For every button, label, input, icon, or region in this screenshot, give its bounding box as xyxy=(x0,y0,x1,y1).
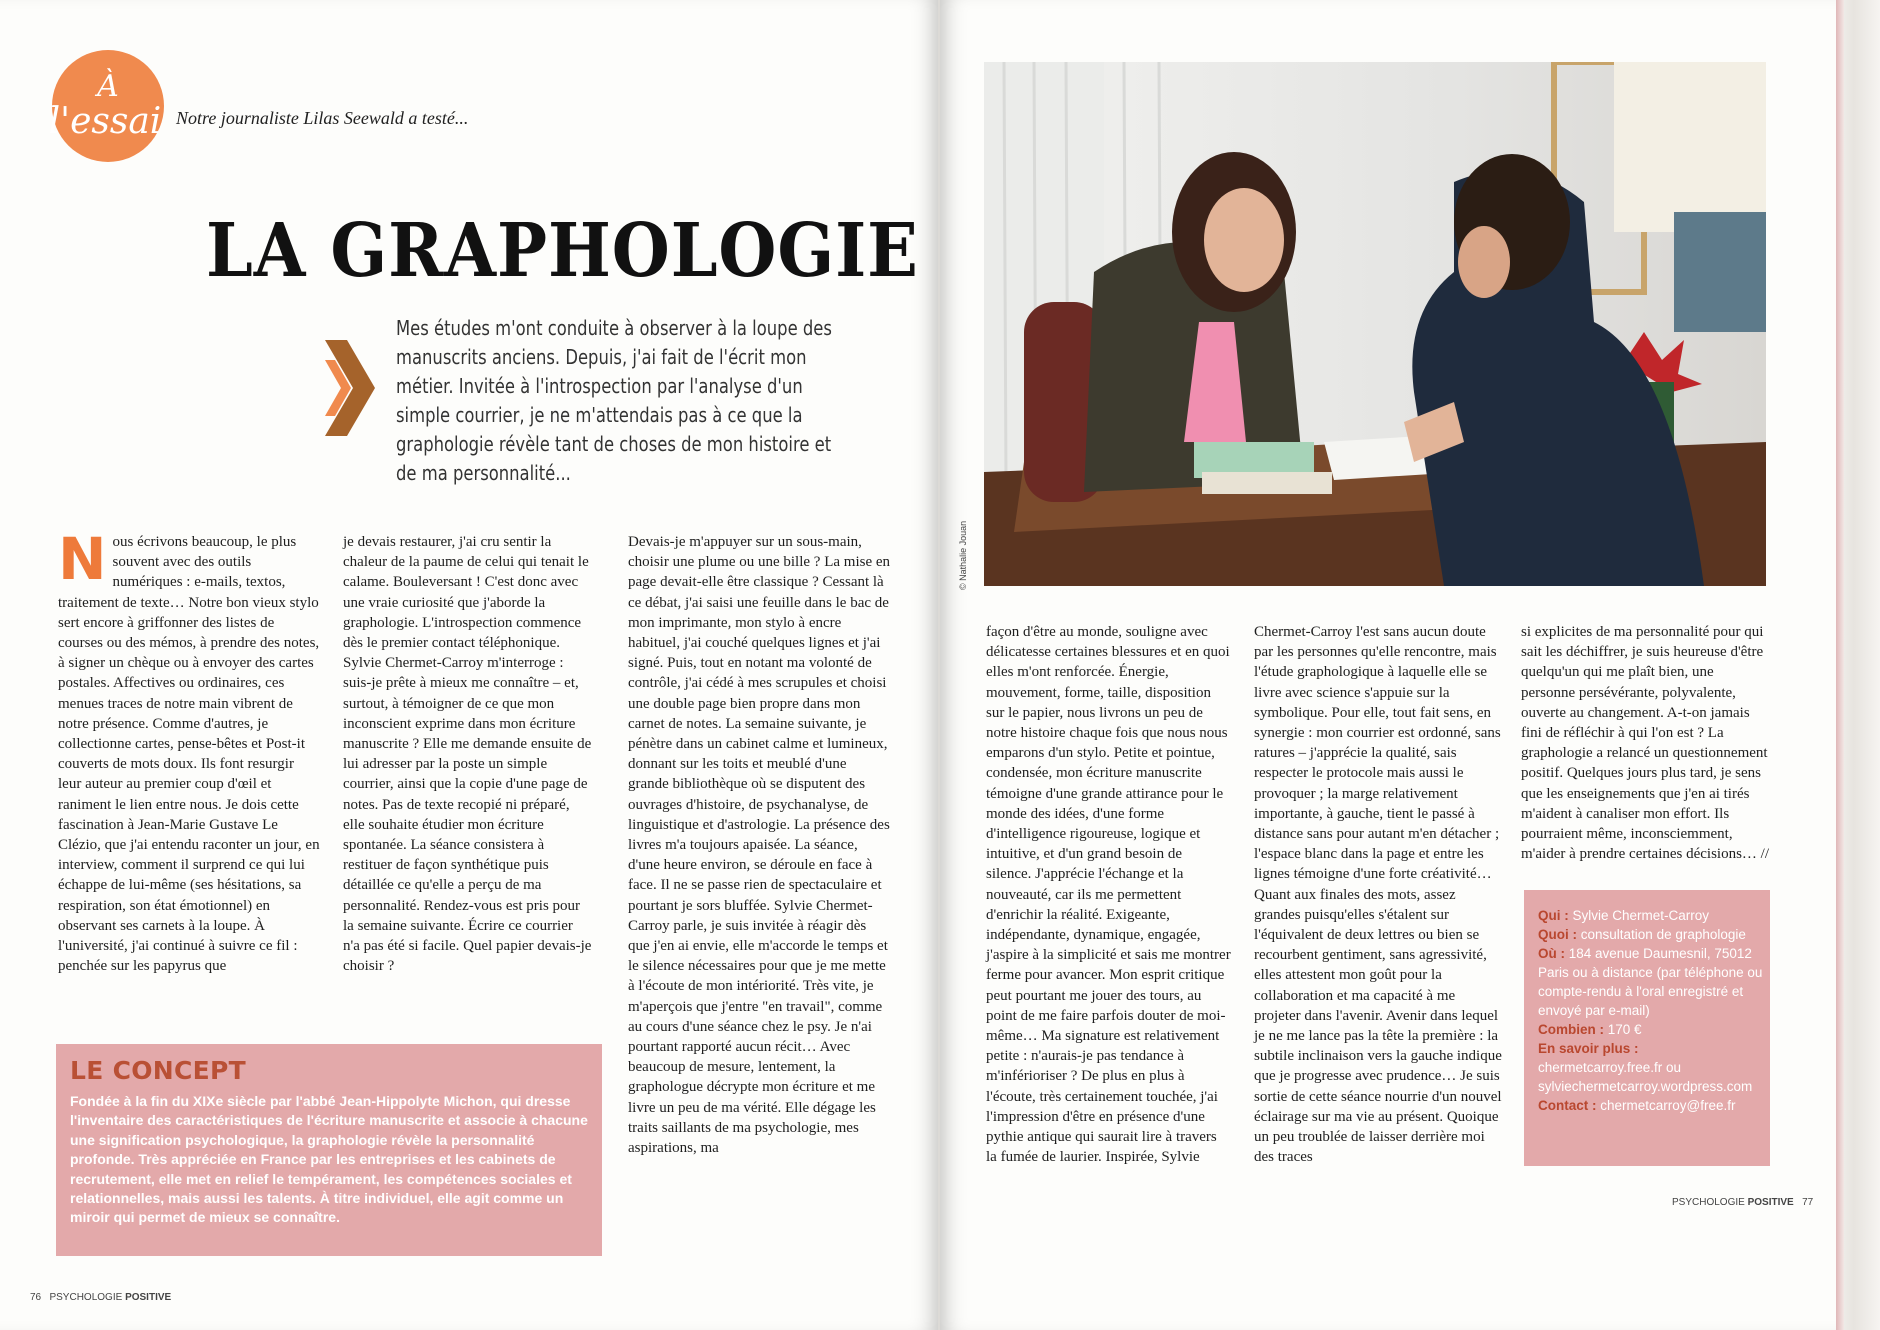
info-key: Combien : xyxy=(1538,1022,1604,1037)
byline: Notre journaliste Lilas Seewald a testé... xyxy=(176,108,469,128)
page-number-left: 76 xyxy=(30,1292,42,1303)
column-6 xyxy=(1521,622,1771,864)
magazine-name-left: PSYCHOLOGIE xyxy=(49,1292,123,1303)
info-value: 184 avenue Daumesnil, 75012 Paris ou à distance (par téléphone ou compte-rendu à l'oral enregistré et envoyé par e-mail) xyxy=(1538,946,1763,1018)
info-key: En savoir plus : xyxy=(1538,1041,1639,1056)
info-value: chermetcarroy.free.fr ou sylviechermetcarroy.wordpress.com xyxy=(1538,1060,1753,1094)
info-value: Sylvie Chermet-Carroy xyxy=(1572,908,1710,923)
concept-box xyxy=(56,1044,602,1256)
info-row-ou xyxy=(1538,944,1766,1020)
info-row-en-savoir-plus xyxy=(1538,1039,1766,1096)
info-row-quoi xyxy=(1538,925,1766,944)
chevron-icon xyxy=(325,340,375,436)
column-1-text: ous écrivons beaucoup, le plus souvent avec des outils numériques : e-mails, textos, traitement de texte… Notre bon vieux stylo sert encore à griffonner des listes de courses ou des mémos, à prendre des notes, à signer un chèque ou à envoyer des cartes postales. Affectives ou ordinaires, ces menues traces de notre main vibrent de notre présence. Comme d'autres, je collectionne cartes, pense-bêtes et Post-it couverts de mots doux. Ils font resurgir leur auteur au premier coup d'œil et raniment le lien entre nous. Je dois cette fascination à Jean-Marie Gustave Le Clézio, que j'ai entendu raconter un jour, en interview, comment il surprend ce qui lui échappe de lui-même (ses hésitations, sa respiration, son état émotionnel) en observant ses carnets à la loupe. À l'université, j'ai continué à suivre ce fil : penchée sur les papyrus que xyxy=(58,534,320,975)
column-5 xyxy=(1254,622,1504,1167)
page-number-right: 77 xyxy=(1802,1197,1814,1208)
magazine-name-left-bold: POSITIVE xyxy=(125,1292,172,1303)
concept-body: Fondée à la fin du XIXe siècle par l'abbé Jean-Hippolyte Michon, qui dresse l'inventaire des caractéristiques de l'écriture manuscrite et associe à chacune une signification psychologique, la graphologie révèle la personnalité profonde. Très appréciée en France par les entreprises et les cabinets de recrutement, elle met en relief le tempérament, les compétences sociales et relationnelles, mais aussi les talents. À titre individuel, elle agit comme un miroir qui permet de mieux se connaître. xyxy=(70,1093,588,1226)
page-edge xyxy=(1836,0,1880,1330)
info-key: Qui : xyxy=(1538,908,1569,923)
consultation-photo xyxy=(984,62,1766,586)
column-6-text: si explicites de ma personnalité pour qui sait les déchiffrer, je suis heureuse d'être quelqu'un qui me plaît bien, une personne persévérante, polyvalente, ouverte au changement. A-t-on jamais fini de réfléchir à qui l'on est ? La graphologie a relancé un questionnement positif. Quelques jours plus tard, je sens que les enseignements que j'en ai tirés m'aident à canaliser mon effort. Ils pourraient même, inconsciemment, m'aider à prendre certaines décisions… // xyxy=(1521,624,1770,863)
folio-left xyxy=(30,1292,171,1303)
info-key: Où : xyxy=(1538,946,1565,961)
info-list xyxy=(1538,906,1766,1115)
magazine-name-right: PSYCHOLOGIE xyxy=(1672,1197,1745,1208)
magazine-name-right-bold: POSITIVE xyxy=(1747,1197,1794,1208)
info-value: consultation de graphologie xyxy=(1580,927,1746,942)
info-row-combien xyxy=(1538,1020,1766,1039)
article-title: LA GRAPHOLOGIE xyxy=(206,208,919,294)
intro-text: Mes études m'ont conduite à observer à la loupe des manuscrits anciens. Depuis, j'ai fait de l'écrit mon métier. Invitée à l'introspection par l'analyse d'un simple courrier, je ne m'attendais pas à ce que la graphologie révèle tant de choses de mon histoire et de ma personnalité... xyxy=(396,316,832,485)
column-4-text: façon d'être au monde, souligne avec délicatesse certaines blessures et en quoi elles m'ont renforcée. Énergie, mouvement, forme, taille, disposition sur le papier, nous livrons un peu de notre histoire chaque fois que nous nous emparons d'un stylo. Petite et pointue, condensée, mon écriture manuscrite témoigne d'une grande attirance pour le monde des idées, d'une forme d'intelligence rigoureuse, logique et intuitive, et d'un grand besoin de silence. J'apprécie l'échange et la nouveauté, car ils me permettent d'enrichir la réalité. Exigeante, indépendante, dynamique, engagée, j'aspire à la simplicité et sais me montrer ferme pour avancer. Mon esprit critique peut pourtant me jouer des tours, au point de me faire parfois douter de moi-même… Ma signature est relativement petite : n'aurais-je pas tendance à m'inférioriser ? De plus en plus à l'écoute, très certainement touchée, j'ai l'impression d'être en présence d'une pythie antique qui saurait lire à travers la fumée de laurier. Inspirée, Sylvie xyxy=(986,624,1231,1166)
info-value: 170 € xyxy=(1607,1022,1642,1037)
column-3 xyxy=(628,532,890,1158)
left-page xyxy=(0,0,938,1330)
info-box xyxy=(1524,890,1770,1166)
drop-cap: N xyxy=(58,525,107,593)
photo-credit: © Nathalie Jouan xyxy=(958,520,968,590)
info-value: chermetcarroy@free.fr xyxy=(1600,1098,1736,1113)
column-3-text: Devais-je m'appuyer sur un sous-main, choisir une plume ou une bille ? La mise en page devait-elle être classique ? Cessant là ce débat, j'ai saisi une feuille dans le bac de mon imprimante, mon stylo à encre habituel, j'ai couché quelques lignes et j'ai signé. Puis, tout en notant ma volonté de contrôle, j'ai cédé à mes scrupules et choisi une double page bien propre dans mon carnet de notes. La semaine suivante, je pénètre dans un cabinet calme et lumineux, donnant sur les toits et meublé d'une grande bibliothèque où se disputent des ouvrages d'histoire, de psychanalyse, de linguistique et d'astrologie. La présence des livres m'a toujours apaisée. La séance, d'une heure environ, se déroule en face à face. Il ne se passe rien de spectaculaire et pourtant je sors bluffée. Sylvie Chermet-Carroy parle, je suis invitée à réagir dès que j'en ai envie, elle m'accorde le temps et le silence nécessaires pour que je me mette à l'écoute de mon intériorité. Très vite, je m'aperçois que j'entre "en travail", comme au cours d'une séance chez le psy. Je n'ai pourtant rapporté aucun récit… Avec beaucoup de mesure, lentement, la graphologue décrypte mon écriture et me livre un peu de ma vérité. Elle dégage les traits saillants de ma psychologie, mes aspirations, ma xyxy=(628,534,891,1157)
info-row-contact xyxy=(1538,1096,1766,1115)
a-lessai-badge xyxy=(48,50,164,162)
badge-line2: l'essai xyxy=(48,101,162,142)
column-2-text: je devais restaurer, j'ai cru sentir la chaleur de la paume de celui qui tenait le calame. Bouleversant ! C'est donc avec une vraie curiosité que j'aborde la graphologie. L'introspection commence dès le premier contact téléphonique. Sylvie Chermet-Carroy m'interroge : suis-je prête à mieux me connaître – et, surtout, à témoigner de ce que mon inconscient exprime dans mon écriture manuscrite ? Elle me demande ensuite de lui adresser par la poste un simple courrier, ainsi que la copie d'une page de notes. Pas de texte recopié ni préparé, elle souhaite étudier mon écriture spontanée. La séance consistera à restituer de façon synthétique puis détaillée ce qu'elle a perçu de ma personnalité. Rendez-vous est pris pour la semaine suivante. Écrire ce courrier n'a pas été si facile. Quel papier devais-je choisir ? xyxy=(343,534,592,975)
column-5-text: Chermet-Carroy l'est sans aucun doute par les personnes qu'elle rencontre, mais l'étude graphologique à laquelle elle se livre avec science s'appuie sur la symbolique. Pour elle, tout fait sens, en synergie : mon courrier est ordonné, sans ratures – j'apprécie la qualité, sais respecter le protocole mais aussi le provoquer ; la marge relativement importante, à gauche, tient le passé à distance sans pour autant m'en détacher ; l'espace blanc dans la page et entre les lignes témoigne d'une forte créativité… Quant aux finales des mots, assez grandes puisqu'elles s'étalent sur l'équivalent de deux lettres ou bien se recourbent gentiment, sans agressivité, elles attestent mon goût pour la collaboration et ma capacité à me projeter dans l'avenir. Avenir dans lequel je ne me lance pas la tête la première : la subtile inclinaison vers la gauche indique que je progresse avec prudence… Je suis sortie de cette séance nourrie d'un nouvel éclairage sur ma vie au présent. Quoique un peu troublée de laisser derrière moi des traces xyxy=(1254,624,1502,1166)
info-key: Contact : xyxy=(1538,1098,1597,1113)
info-key: Quoi : xyxy=(1538,927,1577,942)
concept-heading: LE CONCEPT xyxy=(70,1056,247,1085)
badge-line1: À xyxy=(97,69,119,104)
folio-right xyxy=(1672,1197,1813,1208)
info-row-qui xyxy=(1538,906,1766,925)
column-1 xyxy=(58,525,320,976)
column-4 xyxy=(986,622,1231,1167)
column-2 xyxy=(343,532,593,976)
